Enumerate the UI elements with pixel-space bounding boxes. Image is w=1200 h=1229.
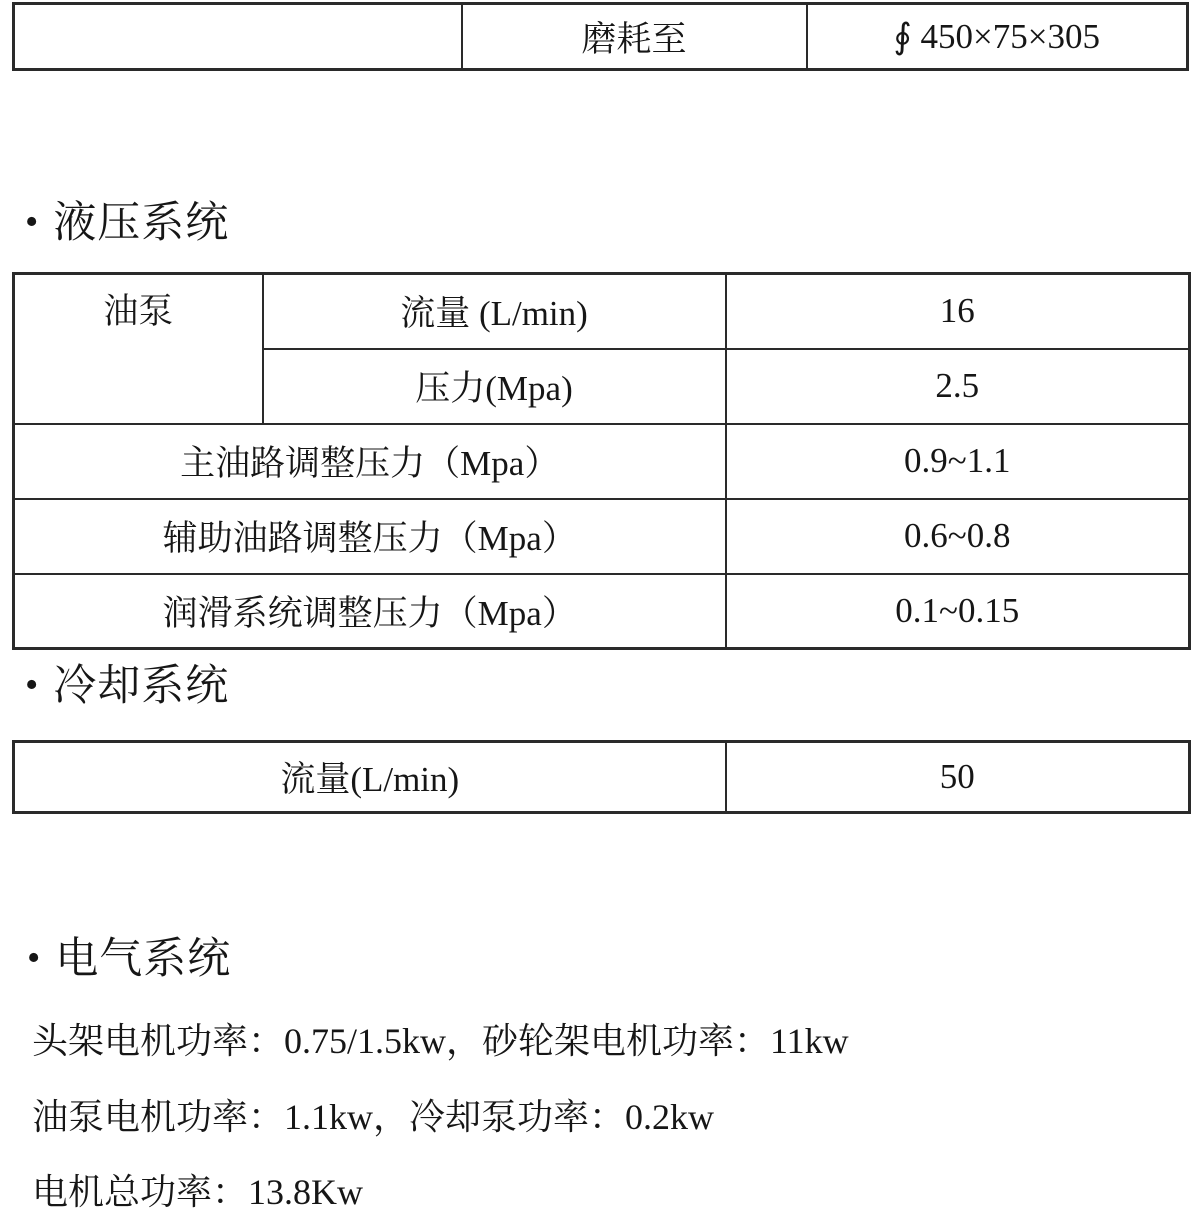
row-value-cell: 0.6~0.8 <box>726 499 1190 574</box>
row-value-cell: 16 <box>726 274 1190 349</box>
row-value-cell: 0.1~0.15 <box>726 574 1190 649</box>
table-row <box>14 574 1190 649</box>
section-heading-text: 电气系统 <box>55 936 232 983</box>
bullet-icon: • <box>25 664 39 706</box>
table-row <box>14 274 1190 349</box>
spec-line-pump-motor: 油泵电机功率：1.1kw，冷却泵功率：0.2kw <box>32 1097 714 1137</box>
section-heading-hydraulic <box>25 198 229 250</box>
table-row <box>14 742 1190 813</box>
table-row <box>14 424 1190 499</box>
bullet-icon: • <box>27 937 41 979</box>
spec-line-total-power: 电机总功率：13.8Kw <box>32 1172 363 1212</box>
hydraulic-table <box>12 272 1191 650</box>
row-label-cell: 辅助油路调整压力（Mpa） <box>14 499 726 574</box>
wear-limit-table <box>12 2 1189 71</box>
bullet-icon: • <box>25 201 39 243</box>
row-label-cell: 润滑系统调整压力（Mpa） <box>14 574 726 649</box>
section-heading-electrical <box>27 934 231 986</box>
row-label-cell: 流量 (L/min) <box>263 274 726 349</box>
pump-cell: 油泵 <box>14 274 263 424</box>
row-label-cell: 压力(Mpa) <box>263 349 726 424</box>
section-heading-text: 液压系统 <box>53 200 230 247</box>
flow-label-cell: 流量(L/min) <box>14 742 726 813</box>
row-value-cell: 0.9~1.1 <box>726 424 1190 499</box>
row-label-cell: 主油路调整压力（Mpa） <box>14 424 726 499</box>
flow-value-cell: 50 <box>726 742 1190 813</box>
table-row <box>14 4 1188 70</box>
cooling-table <box>12 740 1191 814</box>
spec-line-head-motor: 头架电机功率：0.75/1.5kw，砂轮架电机功率：11kw <box>32 1021 849 1061</box>
wear-limit-label-cell: 磨耗至 <box>462 4 807 70</box>
section-heading-text: 冷却系统 <box>53 663 230 710</box>
row-value-cell: 2.5 <box>726 349 1190 424</box>
wear-limit-value-cell: ∮ 450×75×305 <box>807 4 1188 70</box>
table-row <box>14 499 1190 574</box>
section-heading-cooling <box>25 661 229 713</box>
empty-cell <box>14 4 462 70</box>
